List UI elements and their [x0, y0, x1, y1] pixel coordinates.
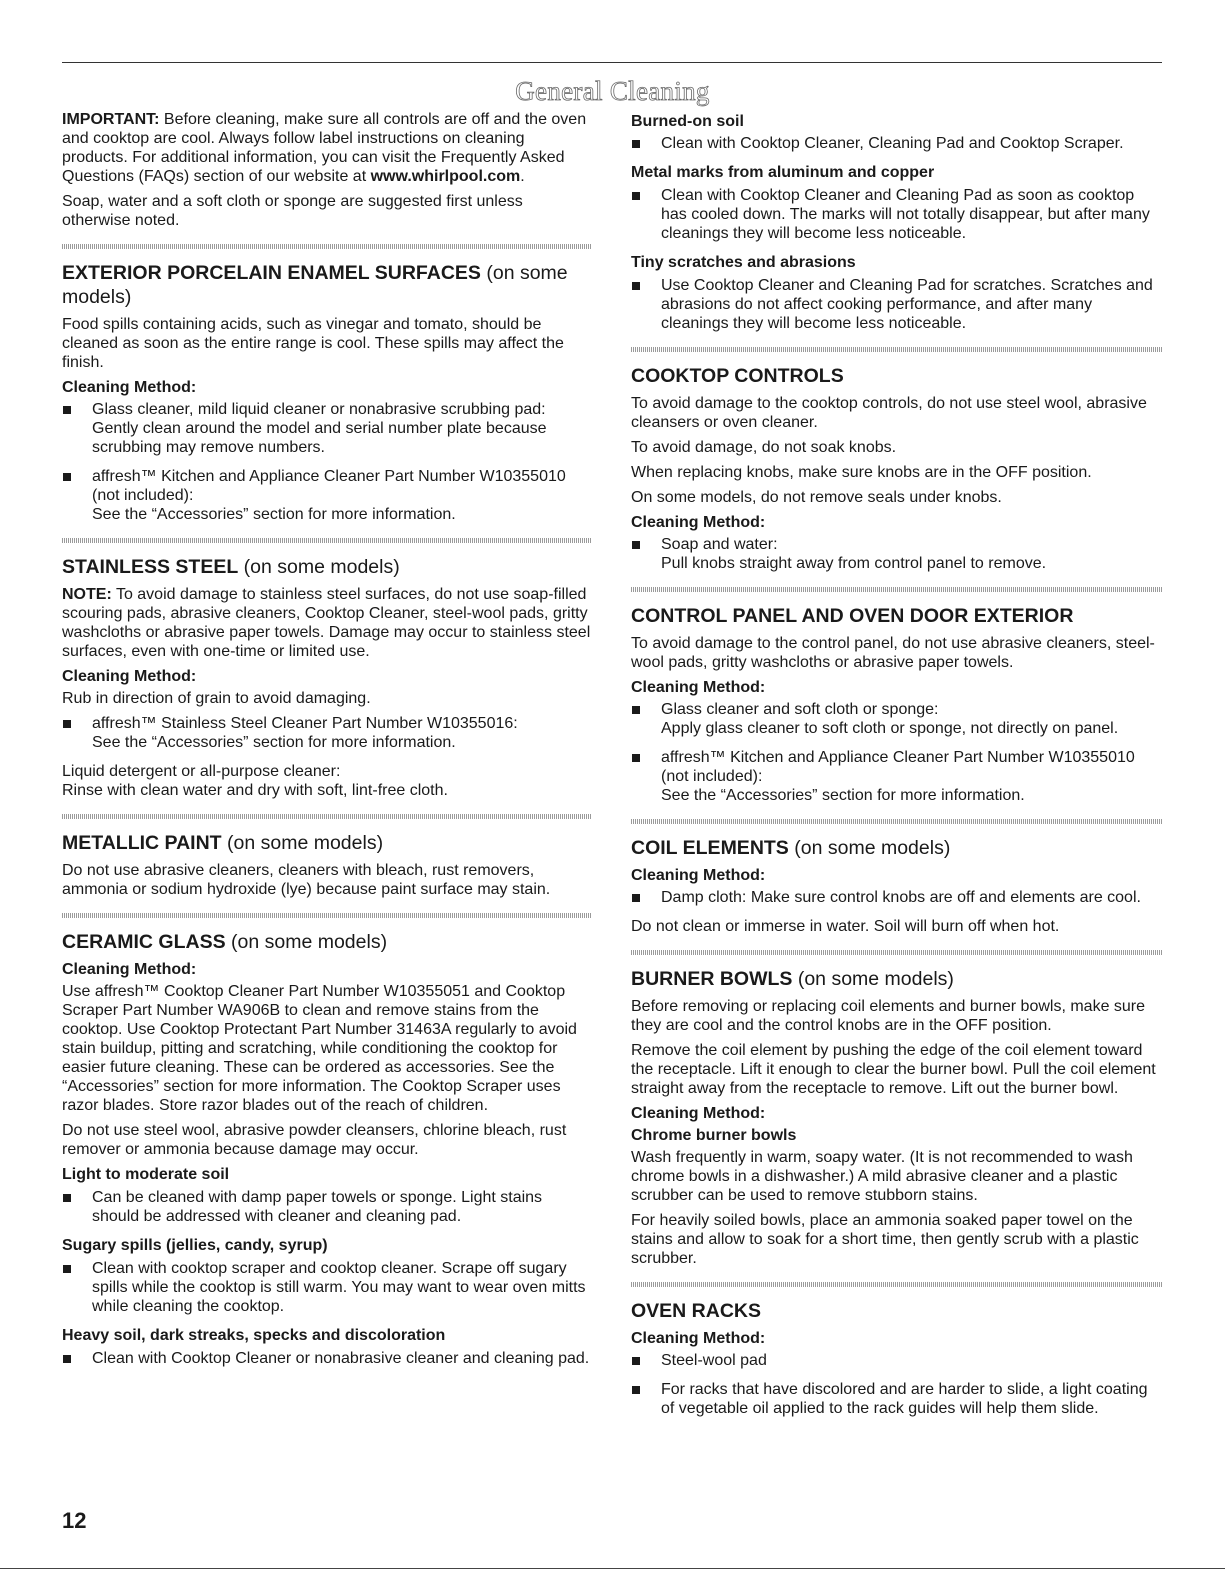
burned-bullets [631, 134, 1163, 153]
sugary-bullets [62, 1259, 592, 1316]
exterior-title: EXTERIOR PORCELAIN ENAMEL SURFACES (on some models) [62, 262, 568, 308]
stainless-bullets [62, 714, 592, 752]
section-divider [62, 244, 592, 249]
metal-marks-label: Metal marks from aluminum and copper [631, 164, 935, 181]
racks-bullets [631, 1351, 1163, 1418]
heavy-soil-label: Heavy soil, dark streaks, specks and discoloration [62, 1327, 446, 1344]
control-panel-bullets [631, 700, 1163, 805]
list-item: Clean with Cooktop Cleaner, Cleaning Pad and Cooktop Scraper. [631, 134, 1163, 153]
list-item: Clean with cooktop scraper and cooktop cleaner. Scrape off sugary spills while the cooktop is still warm. You may want to wear oven mitts while cleaning the cooktop. [62, 1259, 592, 1316]
important-label: IMPORTANT: [62, 111, 160, 128]
cooktop-controls-p3: When replacing knobs, make sure knobs are in the OFF position. [631, 464, 1092, 481]
list-item: affresh™ Kitchen and Appliance Cleaner Part Number W10355010 (not included): See the “Accessories” section for more information. [62, 467, 592, 524]
burner-p4: For heavily soiled bowls, place an ammonia soaked paper towel on the stains and allow to soak for a short time, then gently scrub with a plastic scrubber. [631, 1212, 1139, 1267]
metallic-body: Do not use abrasive cleaners, cleaners with bleach, rust removers, ammonia or sodium hydroxide (lye) because paint surface may stain. [62, 862, 551, 898]
section-divider [631, 1282, 1163, 1287]
stainless-method-label: Cleaning Method: [62, 668, 197, 685]
burner-p2: Remove the coil element by pushing the edge of the coil element toward the receptacle. Lift it enough to clear the burner bowl. Pull the coil element straight away from the receptacle to remove. Lift out the burner bowl. [631, 1042, 1156, 1097]
metallic-title: METALLIC PAINT (on some models) [62, 832, 384, 854]
stainless-title: STAINLESS STEEL (on some models) [62, 556, 400, 578]
heavy-soil-bullets [62, 1349, 592, 1368]
section-divider [631, 950, 1163, 955]
cooktop-controls-method-label: Cleaning Method: [631, 514, 766, 531]
cooktop-controls-p2: To avoid damage, do not soak knobs. [631, 439, 897, 456]
exterior-body: Food spills containing acids, such as vinegar and tomato, should be cleaned as soon as the entire range is cool. These spills may affect the finish. [62, 316, 564, 371]
list-item: Glass cleaner and soft cloth or sponge: Apply glass cleaner to soft cloth or sponge, not directly on panel. [631, 700, 1163, 738]
list-item: affresh™ Stainless Steel Cleaner Part Number W10355016: See the “Accessories” section for more information. [62, 714, 592, 752]
bottom-rule [0, 1568, 1225, 1569]
ceramic-body2: Do not use steel wool, abrasive powder cleansers, chlorine bleach, rust remover or ammonia because damage may occur. [62, 1122, 567, 1158]
tiny-scratches-label: Tiny scratches and abrasions [631, 254, 856, 271]
list-item: Soap and water: Pull knobs straight away from control panel to remove. [631, 535, 1163, 573]
burned-label: Burned-on soil [631, 113, 744, 130]
page-title: General Cleaning [515, 76, 710, 106]
section-divider [62, 814, 592, 819]
stainless-note: NOTE: To avoid damage to stainless steel surfaces, do not use soap-filled scouring pads, abrasive cleaners, Cooktop Cleaner, steel-wool pads, gritty washcloths or abrasive paper towels. Damage may occur to stainless steel surfaces, even with one-time or limited use. [62, 586, 591, 660]
cooktop-controls-title: COOKTOP CONTROLS [631, 365, 844, 387]
metal-marks-bullets [631, 186, 1163, 243]
control-panel-body: To avoid damage to the control panel, do not use abrasive cleaners, steel-wool pads, gritty washcloths or abrasive paper towels. [631, 635, 1155, 671]
control-panel-title: CONTROL PANEL AND OVEN DOOR EXTERIOR [631, 605, 1074, 627]
important-text: Before cleaning, make sure all controls are off and the oven and cooktop are cool. Always follow label instructions on cleaning products. For additional information, you can visit the Frequently Asked Questions (FAQs) section of our website at [62, 111, 587, 185]
stainless-liquid: Liquid detergent or all-purpose cleaner: Rinse with clean water and dry with soft, lint-free cloth. [62, 763, 448, 799]
exterior-method-label: Cleaning Method: [62, 379, 197, 396]
top-rule [62, 62, 1162, 63]
racks-title: OVEN RACKS [631, 1300, 762, 1322]
section-divider [631, 587, 1163, 592]
list-item: Clean with Cooktop Cleaner and Cleaning Pad as soon as cooktop has cooled down. The marks will not totally disappear, but after many cleanings they will become less noticeable. [631, 186, 1163, 243]
important-paragraph: IMPORTANT: Before cleaning, make sure all controls are off and the oven and cooktop are cool. Always follow label instructions on cleaning products. For additional information, you can visit the Frequently Asked Questions (FAQs) section of our website at www.whirlpool.com. [62, 111, 587, 185]
ceramic-title: CERAMIC GLASS (on some models) [62, 931, 388, 953]
light-soil-label: Light to moderate soil [62, 1166, 230, 1183]
list-item: Glass cleaner, mild liquid cleaner or nonabrasive scrubbing pad: Gently clean around the model and serial number plate because scrubbing may remove numbers. [62, 400, 592, 457]
burner-title: BURNER BOWLS (on some models) [631, 968, 954, 990]
tiny-scratches-bullets [631, 276, 1163, 333]
racks-method-label: Cleaning Method: [631, 1330, 766, 1347]
control-panel-method-label: Cleaning Method: [631, 679, 766, 696]
right-column [631, 110, 1163, 1428]
sugary-label: Sugary spills (jellies, candy, syrup) [62, 1237, 328, 1254]
cooktop-controls-p4: On some models, do not remove seals under knobs. [631, 489, 1002, 506]
chrome-label: Chrome burner bowls [631, 1127, 797, 1144]
stainless-rub: Rub in direction of grain to avoid damaging. [62, 690, 371, 707]
section-divider [62, 538, 592, 543]
exterior-bullets [62, 400, 592, 524]
ceramic-method-label: Cleaning Method: [62, 961, 197, 978]
burner-p3: Wash frequently in warm, soapy water. (It is not recommended to wash chrome bowls in a dishwasher.) A mild abrasive cleaner and a plastic scrubber can be used to remove stubborn stains. [631, 1149, 1133, 1204]
ceramic-body1: Use affresh™ Cooktop Cleaner Part Number W10355051 and Cooktop Scraper Part Number WA906B to clean and remove stains from the cooktop. Use Cooktop Protectant Part Number 31463A regularly to avoid stain buildup, pitting and scratching, while conditioning the cooktop for easier future cleaning. These can be ordered as accessories. See the “Accessories” section for more information. The Cooktop Scraper uses razor blades. Store razor blades out of the reach of children. [62, 983, 577, 1114]
burner-method-label: Cleaning Method: [631, 1105, 766, 1122]
page-number: 12 [62, 1508, 87, 1533]
left-column [62, 110, 592, 1378]
burner-p1: Before removing or replacing coil elements and burner bowls, make sure they are cool and the control knobs are in the OFF position. [631, 998, 1146, 1034]
cooktop-controls-p1: To avoid damage to the cooktop controls, do not use steel wool, abrasive cleansers or oven cleaner. [631, 395, 1147, 431]
section-divider [631, 347, 1163, 352]
coil-title: COIL ELEMENTS (on some models) [631, 837, 951, 859]
section-divider [631, 819, 1163, 824]
coil-after: Do not clean or immerse in water. Soil will burn off when hot. [631, 918, 1060, 935]
list-item: Damp cloth: Make sure control knobs are off and elements are cool. [631, 888, 1163, 907]
coil-method-label: Cleaning Method: [631, 867, 766, 884]
list-item: Clean with Cooktop Cleaner or nonabrasive cleaner and cleaning pad. [62, 1349, 592, 1368]
soap-paragraph: Soap, water and a soft cloth or sponge are suggested first unless otherwise noted. [62, 193, 523, 229]
list-item: Use Cooktop Cleaner and Cleaning Pad for scratches. Scratches and abrasions do not affect cooking performance, and after many cleanings they will become less noticeable. [631, 276, 1163, 333]
list-item: Steel-wool pad [631, 1351, 1163, 1370]
section-divider [62, 913, 592, 918]
coil-bullets [631, 888, 1163, 907]
list-item: For racks that have discolored and are harder to slide, a light coating of vegetable oil applied to the rack guides will help them slide. [631, 1380, 1163, 1418]
list-item: Can be cleaned with damp paper towels or sponge. Light stains should be addressed with cleaner and cleaning pad. [62, 1188, 592, 1226]
website-link[interactable]: www.whirlpool.com [370, 168, 521, 185]
light-soil-bullets [62, 1188, 592, 1226]
cooktop-controls-bullets [631, 535, 1163, 573]
list-item: affresh™ Kitchen and Appliance Cleaner Part Number W10355010 (not included): See the “Accessories” section for more information. [631, 748, 1163, 805]
